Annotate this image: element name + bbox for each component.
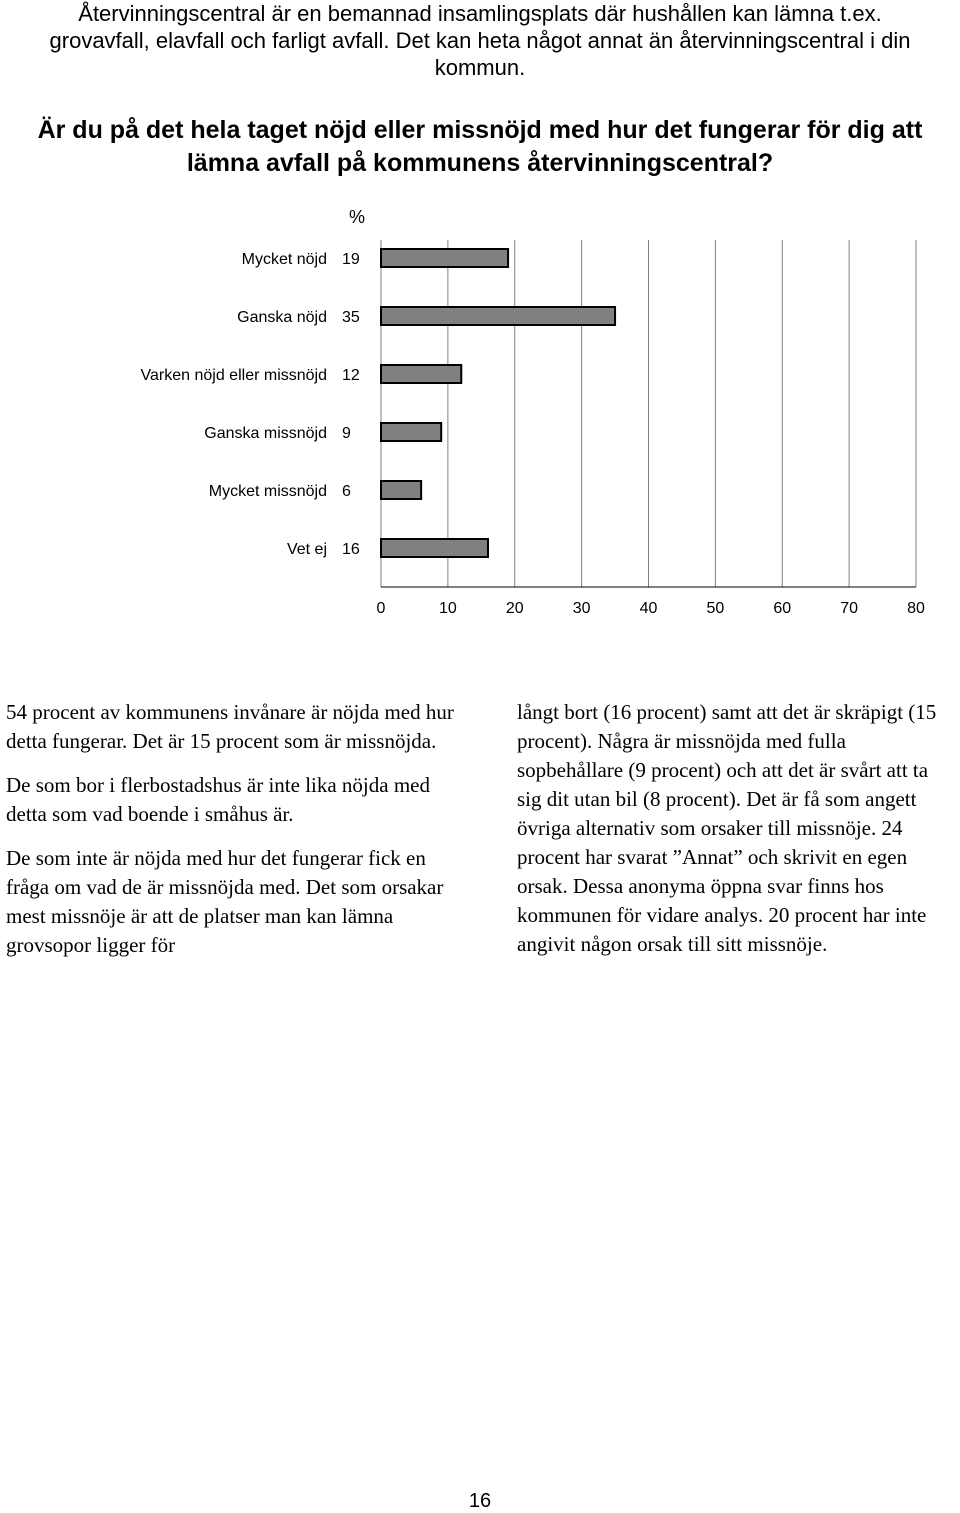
category-labels	[141, 251, 360, 558]
x-tick-label: 50	[706, 600, 725, 617]
left-text-column	[6, 698, 456, 975]
data-label: 12	[342, 367, 360, 384]
page-number: 16	[468, 1490, 492, 1512]
gridlines	[381, 240, 916, 587]
unit-label: %	[348, 207, 366, 227]
paragraph: 54 procent av kommunens invånare är nöjda med hur detta fungerar. Det är 15 procent som är missnöjda.	[6, 700, 454, 753]
x-tick-label: 60	[773, 600, 792, 617]
category-label: Ganska nöjd	[237, 309, 327, 326]
x-tick-label: 10	[438, 600, 457, 617]
category-label: Mycket nöjd	[241, 251, 327, 268]
paragraph: långt bort (16 procent) samt att det är skräpigt (15 procent). Några är missnöjda med fulla sopbehållare (9 procent) och att det är svårt att ta sig dit utan bil (8 procent). Det är få som angett övriga alternativ som orsaker till missnöje. 24 procent har svarat ”Annat” och skrivit en egen orsak. Dessa anonyma öppna svar finns hos kommunen för vidare analys. 20 procent har inte angivit någon orsak till sitt missnöje.	[517, 700, 937, 956]
bar	[381, 307, 615, 325]
data-label: 6	[342, 483, 351, 500]
category-label: Varken nöjd eller missnöjd	[140, 367, 327, 384]
chart-question-title: Är du på det hela taget nöjd eller missnöjd med hur det fungerar för dig att lämna avfall på kommunens återvinningscentral?	[37, 116, 923, 177]
paragraph: De som inte är nöjda med hur det fungerar fick en fråga om vad de är missnöjda med. Det som orsakar mest missnöje är att de platser man kan lämna grovsopor ligger för	[6, 846, 444, 957]
x-tick-labels	[377, 600, 925, 617]
category-label: Ganska missnöjd	[204, 425, 327, 442]
x-tick-label: 80	[907, 600, 925, 617]
data-label: 35	[342, 309, 360, 326]
bar	[381, 539, 488, 557]
bars	[381, 249, 615, 557]
category-label: Vet ej	[286, 541, 327, 558]
x-tick-label: 40	[639, 600, 658, 617]
x-tick-label: 20	[505, 600, 524, 617]
bar	[381, 423, 441, 441]
bar-chart	[0, 195, 960, 625]
data-label: 16	[342, 541, 360, 558]
paragraph: De som bor i flerbostadshus är inte lika nöjda med detta som vad boende i småhus är.	[6, 773, 430, 826]
intro-text: Återvinningscentral är en bemannad insamlingsplats där hushållen kan lämna t.ex. grovavfall, elavfall och farligt avfall. Det kan heta något annat än återvinningscentral i din kommun.	[49, 1, 911, 80]
right-text-column	[517, 698, 957, 974]
bar	[381, 249, 508, 267]
data-label: 9	[342, 425, 351, 442]
bar	[381, 481, 421, 499]
x-tick-label: 30	[572, 600, 591, 617]
bar	[381, 365, 461, 383]
x-tick-label: 0	[376, 600, 386, 617]
x-tick-label: 70	[840, 600, 859, 617]
data-label: 19	[342, 251, 360, 268]
category-label: Mycket missnöjd	[208, 483, 327, 500]
